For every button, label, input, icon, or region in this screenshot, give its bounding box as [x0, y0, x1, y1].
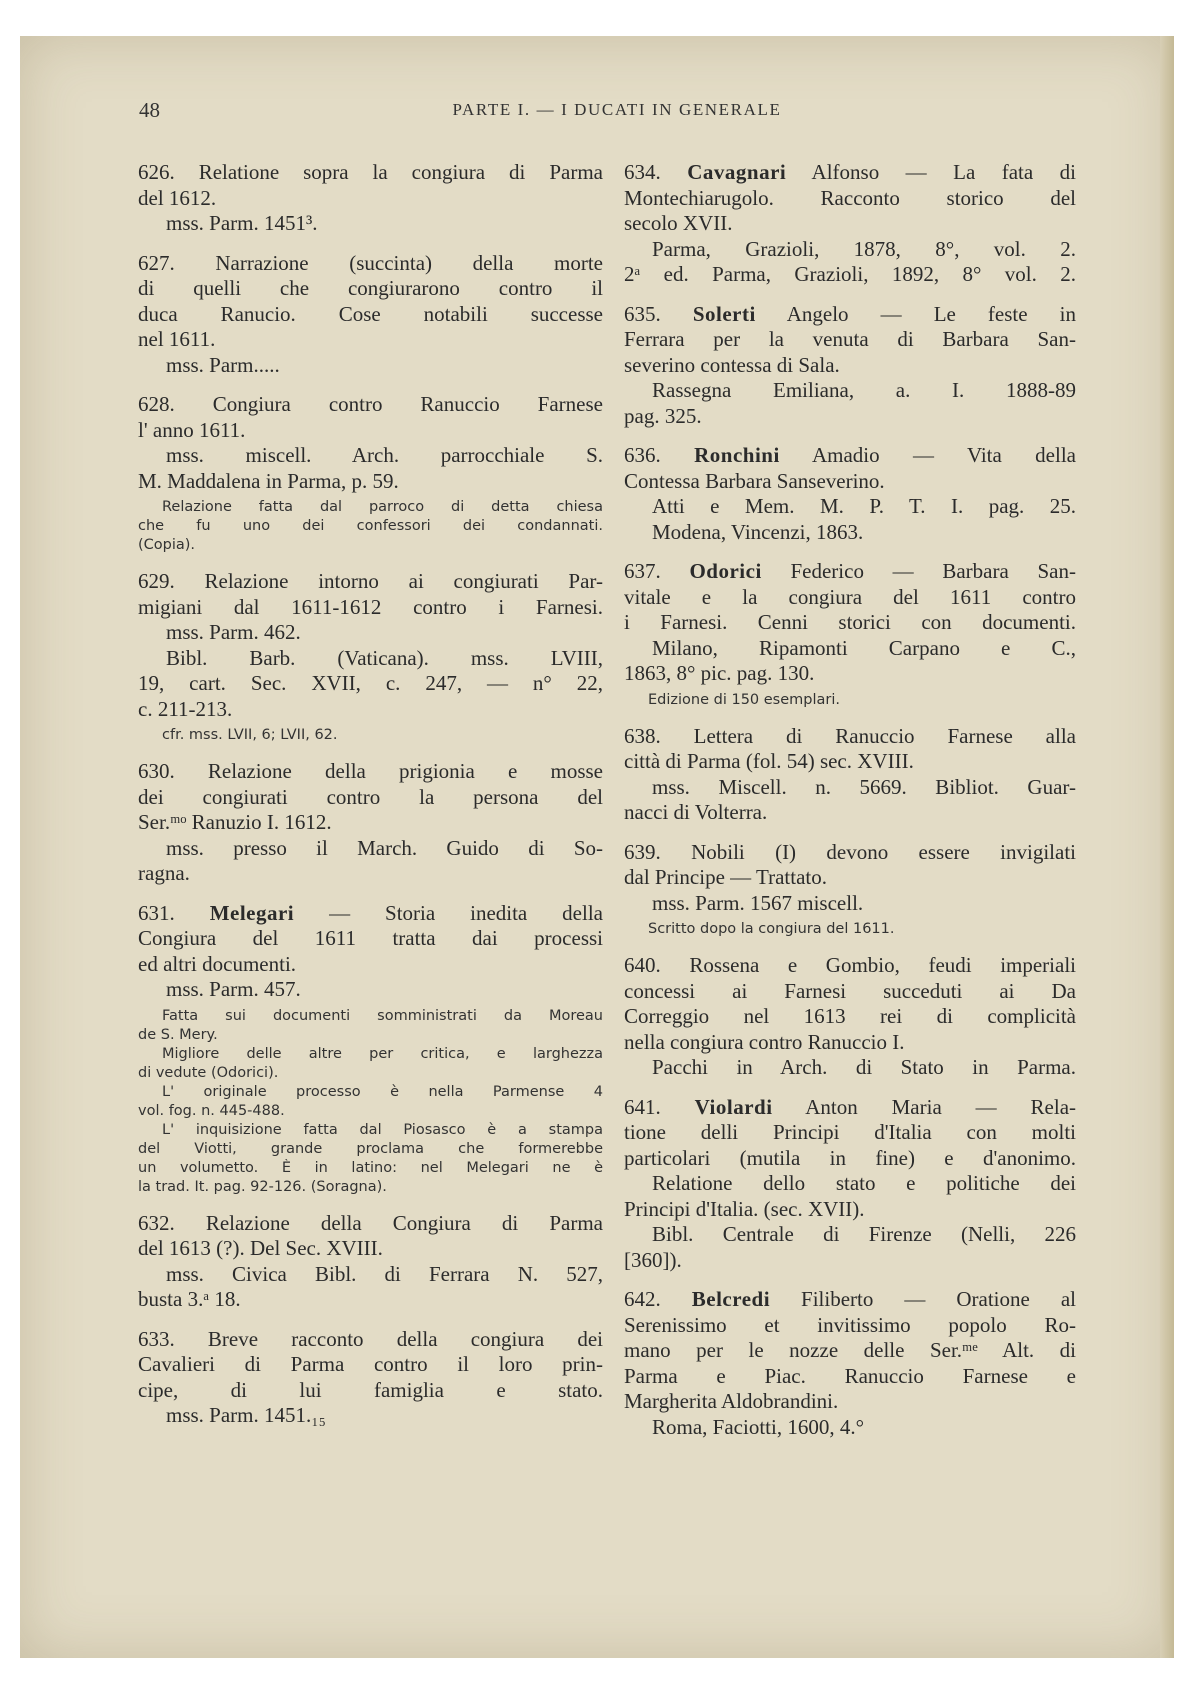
page-edge — [1160, 36, 1174, 1658]
entry-line: città di Parma (fol. 54) sec. XVIII. — [624, 749, 914, 773]
entry-line: migiani dal 1611-1612 contro i Farnesi. — [138, 594, 603, 619]
entry-line: dal Principe — Trattato. — [624, 865, 827, 889]
author-name: Belcredi — [691, 1287, 771, 1311]
entry-line: mss. Miscell. n. 5669. Bibliot. Guar- — [652, 774, 1076, 799]
entry-line: mss. Parm. 1451³. — [166, 211, 318, 235]
entry-note: Relazione fatta dal parroco di detta chiesa — [162, 499, 603, 515]
entry-note: (Copia). — [138, 537, 196, 553]
entry-627 — [138, 251, 603, 379]
entry-line: cipe, di lui famiglia e stato. — [138, 1377, 603, 1402]
entry-line: 633. Breve racconto della congiura dei — [138, 1326, 603, 1351]
entry-note: L' inquisizione fatta dal Piosasco è a stampa — [162, 1121, 603, 1138]
entry-line: 636. Ronchini Amadio — Vita della — [624, 443, 1076, 467]
entry-line: Ferrara per la venuta di Barbara San- — [624, 327, 1076, 351]
entry-line: 627. Narrazione (succinta) della morte — [138, 250, 603, 275]
entry-line: Contessa Barbara Sanseverino. — [624, 468, 885, 493]
entry-line: mss. Parm. 1567 miscell. — [652, 890, 864, 915]
author-name: Odorici — [689, 559, 762, 583]
entry-note: che fu uno dei confessori dei condannati. — [138, 518, 603, 534]
entry-line: 629. Relazione intorno ai congiurati Par- — [138, 569, 603, 593]
entry-line: mss. miscell. Arch. parrocchiale S. — [166, 443, 603, 467]
entry-line: di quelli che congiurarono contro il — [138, 276, 603, 300]
entry-line: Parma e Piac. Ranuccio Farnese e — [624, 1363, 1076, 1388]
entry-635 — [624, 302, 1076, 430]
entry-line: 632. Relazione della Congiura di Parma — [138, 1210, 603, 1235]
entry-line: 2ᵃ ed. Parma, Grazioli, 1892, 8° vol. 2. — [624, 262, 1076, 286]
author-name: Cavagnari — [687, 160, 787, 184]
entry-line: ed altri documenti. — [138, 951, 297, 976]
entry-line: Pacchi in Arch. di Stato in Parma. — [652, 1055, 1076, 1079]
entry-line: 1863, 8° pic. pag. 130. — [624, 661, 815, 685]
entry-line: 628. Congiura contro Ranuccio Farnese — [138, 392, 603, 416]
entry-line: Correggio nel 1613 rei di complicità — [624, 1004, 1076, 1028]
page-number: 48 — [139, 98, 160, 122]
entry-626 — [138, 160, 603, 237]
entry-line: busta 3.ᵃ 18. — [138, 1287, 241, 1311]
entry-line: mss. Parm..... — [166, 352, 280, 377]
entry-line: tione delli Principi d'Italia con molti — [624, 1120, 1076, 1144]
entry-639 — [624, 840, 1076, 940]
entry-note: un volumetto. È in latino: nel Melegari ne è — [138, 1159, 603, 1176]
entry-line: duca Ranucio. Cose notabili successe — [138, 301, 603, 326]
entry-line: 630. Relazione della prigionia e mosse — [138, 759, 603, 783]
entry-line: mss. presso il March. Guido di So- — [166, 835, 603, 860]
entry-640 — [624, 953, 1076, 1081]
entry-line: mss. Civica Bibl. di Ferrara N. 527, — [166, 1261, 603, 1286]
author-name: Ronchini — [694, 443, 780, 467]
entry-line: mss. Parm. 457. — [166, 977, 301, 1001]
running-header — [20, 98, 1174, 128]
entry-line: pag. 325. — [624, 403, 702, 428]
entry-line: mano per le nozze delle Ser.ᵐᵉ Alt. di — [624, 1338, 1076, 1362]
entry-line: 19, cart. Sec. XVII, c. 247, — n° 22, — [138, 671, 603, 695]
entry-line: 642. Belcredi Filiberto — Oratione al — [624, 1287, 1076, 1311]
entry-line: 631. Melegari — Storia inedita della — [138, 900, 603, 925]
entry-628 — [138, 392, 603, 555]
author-name: Violardi — [694, 1094, 773, 1119]
entry-line: severino contessa di Sala. — [624, 352, 840, 377]
entry-note: cfr. mss. LVII, 6; LVII, 62. — [162, 727, 338, 743]
entry-629 — [138, 569, 603, 745]
entry-line: c. 211-213. — [138, 696, 233, 721]
entry-line: nel 1611. — [138, 327, 216, 351]
entry-line: del 1612. — [138, 185, 217, 210]
author-name: Solerti — [692, 301, 756, 326]
entry-line: 640. Rossena e Gombio, feudi imperiali — [624, 953, 1076, 977]
entry-line: Serenissimo et invitissimo popolo Ro- — [624, 1312, 1076, 1337]
entry-line: 626. Relatione sopra la congiura di Parma — [138, 160, 603, 184]
entry-line: Montechiarugolo. Racconto storico del — [624, 185, 1076, 210]
entry-line: Bibl. Centrale di Firenze (Nelli, 226 — [652, 1222, 1076, 1246]
running-title: PARTE I. — I DUCATI IN GENERALE — [452, 100, 782, 119]
entry-line: Parma, Grazioli, 1878, 8°, vol. 2. — [652, 236, 1076, 261]
entry-641 — [624, 1095, 1076, 1274]
entry-637 — [624, 559, 1076, 710]
entry-line: dei congiurati contro la persona del — [138, 784, 603, 809]
entry-note: L' originale processo è nella Parmense 4 — [162, 1083, 603, 1100]
entry-line: 639. Nobili (I) devono essere invigilati — [624, 839, 1076, 864]
entry-633 — [138, 1327, 603, 1429]
entry-line: Ser.ᵐᵒ Ranuzio I. 1612. — [138, 810, 332, 834]
entry-line: Bibl. Barb. (Vaticana). mss. LVIII, — [166, 645, 603, 670]
entry-note: Fatta sui documenti somministrati da Moreau — [162, 1007, 603, 1024]
entry-note: Migliore delle altre per critica, e larghezza — [162, 1045, 603, 1062]
entry-line: Cavalieri di Parma contro il loro prin- — [138, 1352, 603, 1376]
entry-note: di vedute (Odorici). — [138, 1064, 279, 1081]
entry-line: l' anno 1611. — [138, 417, 246, 442]
entry-line: nella congiura contro Ranuccio I. — [624, 1029, 905, 1054]
entry-631 — [138, 901, 603, 1197]
entry-line: [360]). — [624, 1247, 682, 1272]
entry-line: Atti e Mem. M. P. T. I. pag. 25. — [652, 494, 1076, 518]
entry-note: de S. Mery. — [138, 1026, 218, 1043]
entry-note: vol. fog. n. 445-488. — [138, 1102, 285, 1119]
entry-line: secolo XVII. — [624, 211, 733, 235]
entry-line: 638. Lettera di Ranuccio Farnese alla — [624, 723, 1076, 748]
entry-line: mss. Parm. 462. — [166, 620, 301, 644]
entry-note: Scritto dopo la congiura del 1611. — [648, 921, 895, 937]
entry-line: concessi ai Farnesi succeduti ai Da — [624, 978, 1076, 1003]
entry-line: i Farnesi. Cenni storici con documenti. — [624, 610, 1076, 634]
entry-line: mss. Parm. 1451.₁₅ — [166, 1403, 326, 1427]
entry-line: M. Maddalena in Parma, p. 59. — [138, 468, 399, 493]
entry-line: vitale e la congiura del 1611 contro — [624, 584, 1076, 609]
entry-line: Roma, Faciotti, 1600, 4.° — [652, 1414, 864, 1439]
entry-642 — [624, 1287, 1076, 1440]
entry-636 — [624, 443, 1076, 545]
entry-line: Congiura del 1611 tratta dai processi — [138, 926, 603, 950]
entry-634 — [624, 160, 1076, 288]
entry-note: la trad. It. pag. 92-126. (Soragna). — [138, 1178, 387, 1195]
entry-line: nacci di Volterra. — [624, 800, 768, 824]
entry-632 — [138, 1211, 603, 1313]
entry-note: del Viotti, grande proclama che formerebbe — [138, 1140, 603, 1157]
entry-line: Modena, Vincenzi, 1863. — [652, 519, 864, 544]
entry-line: 637. Odorici Federico — Barbara San- — [624, 559, 1076, 583]
entry-line: Milano, Ripamonti Carpano e C., — [652, 635, 1076, 660]
entry-line: Margherita Aldobrandini. — [624, 1389, 839, 1413]
right-column — [624, 160, 1076, 1454]
entry-line: 634. Cavagnari Alfonso — La fata di — [624, 160, 1076, 184]
left-column — [138, 160, 603, 1443]
entry-line: Relatione dello stato e politiche dei — [652, 1171, 1076, 1195]
entry-line: 635. Solerti Angelo — Le feste in — [624, 301, 1076, 326]
entry-638 — [624, 724, 1076, 826]
entry-line: Principi d'Italia. (sec. XVII). — [624, 1196, 865, 1221]
entry-line: Rassegna Emiliana, a. I. 1888-89 — [652, 378, 1076, 402]
entry-line: del 1613 (?). Del Sec. XVIII. — [138, 1236, 383, 1260]
book-page — [20, 36, 1174, 1658]
entry-line: 641. Violardi Anton Maria — Rela- — [624, 1094, 1076, 1119]
entry-note: Edizione di 150 esemplari. — [648, 691, 840, 708]
author-name: Melegari — [209, 900, 295, 925]
entry-line: ragna. — [138, 861, 190, 885]
entry-line: particolari (mutila in fine) e d'anonimo. — [624, 1145, 1076, 1170]
entry-630 — [138, 759, 603, 887]
